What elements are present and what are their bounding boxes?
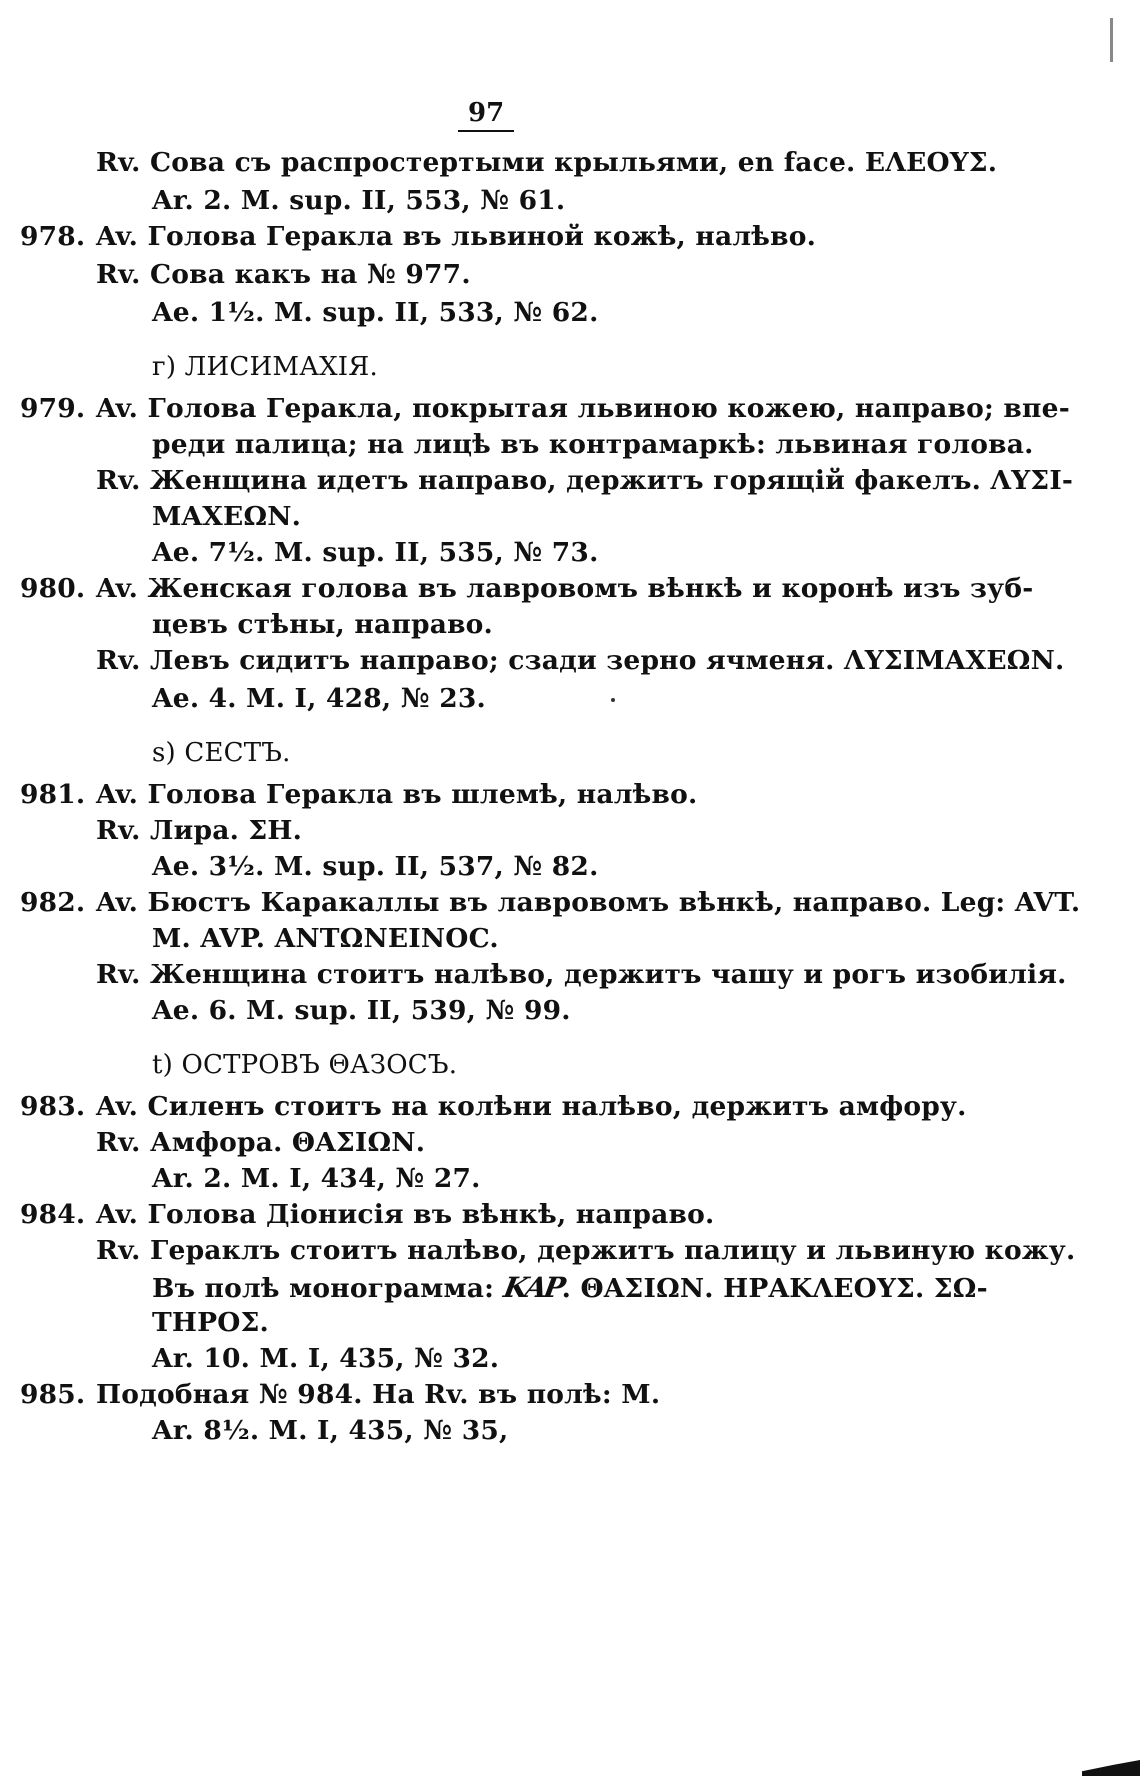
- stray-dot: [611, 698, 615, 702]
- text-segment: Въ полѣ монограмма:: [152, 1273, 495, 1304]
- entry-number: 983.: [20, 1091, 86, 1122]
- text-line: Rv. Женщина идетъ направо, держитъ горящій факелъ. ΛΥΣΙ-: [96, 465, 1074, 496]
- entry-number: 980.: [20, 573, 86, 604]
- text-line: Ae. 6. M. sup. II, 539, № 99.: [152, 995, 571, 1026]
- text-line: Ae. 3½. M. sup. II, 537, № 82.: [152, 851, 599, 882]
- text-line: Av. Голова Геракла, покрытая львиною кожею, направо; впе-: [96, 393, 1070, 424]
- text-line: Rv. Женщина стоитъ налѣво, держитъ чашу и рогъ изобилія.: [96, 959, 1067, 990]
- text-line: цевъ стѣны, направо.: [152, 609, 493, 640]
- section-heading: t) ОСТРОВЪ ΘАЗОСЪ.: [152, 1050, 458, 1080]
- scan-corner-blot: [1082, 1760, 1140, 1776]
- text-line: Rv. Левъ сидитъ направо; сзади зерно ячменя. ΛΥΣΙΜΑΧΕΩΝ.: [96, 645, 1065, 676]
- text-line: M. AVP. ANTΩNEINOC.: [152, 923, 499, 954]
- text-line: Av. Голова Діонисія въ вѣнкѣ, направо.: [96, 1199, 715, 1230]
- text-line: Rv. Сова какъ на № 977.: [96, 259, 471, 290]
- text-line: Ar. 2. M. I, 434, № 27.: [152, 1163, 481, 1194]
- text-line: Ar. 10. M. I, 435, № 32.: [152, 1343, 500, 1374]
- text-line: ΤΗΡΟΣ.: [152, 1307, 269, 1338]
- entry-number: 979.: [20, 393, 86, 424]
- page-number: 97: [458, 98, 514, 132]
- text-line: Ae. 4. M. I, 428, № 23.: [152, 683, 486, 714]
- entry-number: 982.: [20, 887, 86, 918]
- text-line: реди палица; на лицѣ въ контрамаркѣ: львиная голова.: [152, 429, 1034, 460]
- monogram-glyph: ΚΑΡ: [500, 1271, 565, 1304]
- scan-edge-mark: [1110, 18, 1113, 62]
- text-line: ΜΑΧΕΩΝ.: [152, 501, 302, 532]
- text-segment: ΘΑΣΙΩΝ. ΗΡΑΚΛΕΟΥΣ. ΣΩ-: [580, 1273, 988, 1304]
- text-line: Av. Голова Геракла въ шлемѣ, налѣво.: [96, 779, 698, 810]
- text-line: Rv. Амфора. ΘΑΣΙΩΝ.: [96, 1127, 426, 1158]
- monogram-line: Въ полѣ монограмма: ΚΑΡ. ΘΑΣΙΩΝ. ΗΡΑΚΛΕΟΥΣ. ΣΩ-: [152, 1271, 988, 1304]
- text-line: Rv. Сова съ распростертыми крыльями, en face. ΕΛΕΟΥΣ.: [96, 147, 998, 178]
- text-line: Av. Голова Геракла въ львиной кожѣ, налѣво.: [96, 221, 816, 252]
- text-line: Rv. Гераклъ стоитъ налѣво, держитъ палицу и львиную кожу.: [96, 1235, 1076, 1266]
- text-line: Rv. Лира. ΣΗ.: [96, 815, 303, 846]
- entry-number: 985.: [20, 1379, 86, 1410]
- entry-number: 981.: [20, 779, 86, 810]
- text-line: Ar. 2. M. sup. II, 553, № 61.: [152, 185, 566, 216]
- text-line: Ar. 8½. M. I, 435, № 35,: [152, 1415, 509, 1446]
- entry-number: 978.: [20, 221, 86, 252]
- section-heading: г) ЛИСИМАХІЯ.: [152, 352, 378, 382]
- text-line: Ae. 1½. M. sup. II, 533, № 62.: [152, 297, 599, 328]
- section-heading: s) СЕСТЪ.: [152, 738, 291, 768]
- entry-number: 984.: [20, 1199, 86, 1230]
- text-line: Ae. 7½. M. sup. II, 535, № 73.: [152, 537, 599, 568]
- text-line: Подобная № 984. На Rv. въ полѣ: M.: [96, 1379, 661, 1410]
- text-line: Av. Силенъ стоитъ на колѣни налѣво, держитъ амфору.: [96, 1091, 967, 1122]
- text-line: Av. Женская голова въ лавровомъ вѣнкѣ и коронѣ изъ зуб-: [96, 573, 1034, 604]
- text-line: Av. Бюстъ Каракаллы въ лавровомъ вѣнкѣ, направо. Leg: AVT.: [96, 887, 1081, 918]
